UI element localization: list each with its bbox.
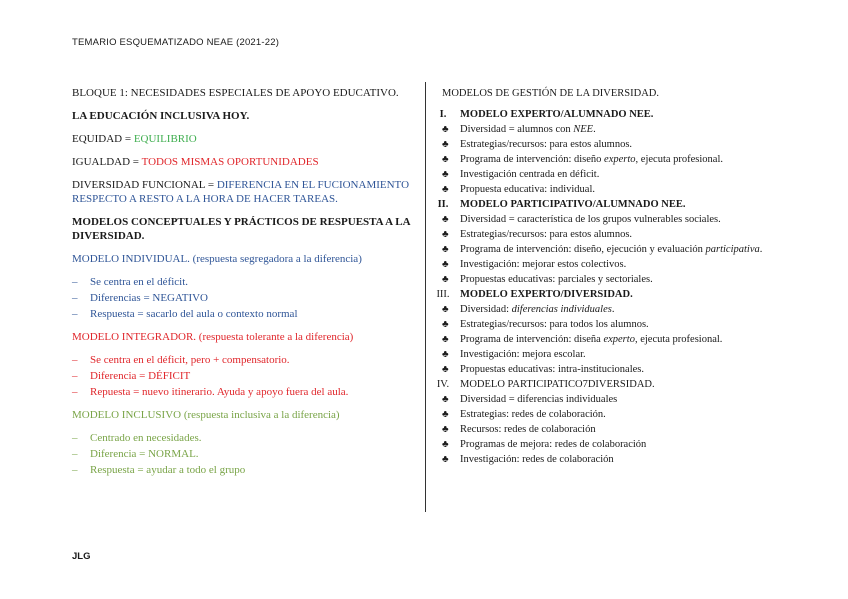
modelo-3-heading: III. MODELO EXPERTO/DIVERSIDAD. [436,289,633,300]
list-item: ♣ Estrategias: redes de colaboración. [442,407,832,422]
list-item: ♣ Propuestas educativas: intra-institucionales. [442,362,832,377]
equidad-line: EQUIDAD = EQUILIBRIO [72,133,197,145]
list-item: – Se centra en el déficit, pero + compensatorio. [72,353,412,367]
modelo-1-list [432,122,832,197]
modelos-gestion-title: MODELOS DE GESTIÓN DE LA DIVERSIDAD. [442,88,659,99]
modelo-integrador-list [72,353,412,399]
list-item: ♣ Programas de mejora: redes de colaboración [442,437,832,452]
heading-educacion-inclusiva: LA EDUCACIÓN INCLUSIVA HOY. [72,110,250,122]
modelo-2-heading: II. MODELO PARTICIPATIVO/ALUMNADO NEE. [437,199,686,210]
list-item: – Diferencia = NORMAL. [72,447,412,461]
list-item: – Se centra en el déficit. [72,275,412,289]
igualdad-line: IGUALDAD = TODOS MISMAS OPORTUNIDADES [72,156,319,168]
modelo-individual-list [72,275,412,321]
modelo-3-list [432,302,832,377]
modelo-2-list [432,212,832,287]
list-item: – Diferencia = DÉFICIT [72,369,412,383]
column-divider [425,82,426,512]
modelo-4-heading: IV. MODELO PARTICIPATICO7DIVERSIDAD. [436,379,655,390]
page-header: TEMARIO ESQUEMATIZADO NEAE (2021-22) [72,37,280,48]
list-item: ♣ Estrategias/recursos: para estos alumnos. [442,227,832,242]
list-item: ♣ Estrategias/recursos: para estos alumnos. [442,137,832,152]
page-footer: JLG [72,551,91,562]
modelo-integrador-title: MODELO INTEGRADOR. (respuesta tolerante a la diferencia) [72,331,354,343]
modelo-1-heading: I. MODELO EXPERTO/ALUMNADO NEE. [439,109,654,120]
list-item: ♣ Recursos: redes de colaboración [442,422,832,437]
modelo-4-list [432,392,832,467]
list-item: – Diferencias = NEGATIVO [72,291,412,305]
list-item: – Respuesta = ayudar a todo el grupo [72,463,412,477]
list-item: ♣ Investigación: mejorar estos colectivos. [442,257,832,272]
modelo-individual-title: MODELO INDIVIDUAL. (respuesta segregadora a la diferencia) [72,253,362,265]
list-item: – Respuesta = sacarlo del aula o contexto normal [72,307,412,321]
list-item: ♣ Programa de intervención: diseño experto, ejecuta profesional. [442,152,832,167]
list-item: ♣ Estrategias/recursos: para todos los alumnos. [442,317,832,332]
list-item: ♣ Programa de intervención: diseño, ejecución y evaluación participativa. [442,242,832,257]
list-item: ♣ Diversidad = diferencias individuales [442,392,832,407]
list-item: ♣ Investigación: redes de colaboración [442,452,832,467]
list-item: ♣ Propuestas educativas: parciales y sectoriales. [442,272,832,287]
diversidad-line: DIVERSIDAD FUNCIONAL = DIFERENCIA EN EL FUCIONAMIENTO RESPECTO A RESTO A LA HORA DE HACER TAREAS. [72,179,410,205]
list-item: – Repuesta = nuevo itinerario. Ayuda y apoyo fuera del aula. [72,385,412,399]
list-item: ♣ Diversidad = alumnos con NEE. [442,122,832,137]
list-item: ♣ Investigación: mejora escolar. [442,347,832,362]
modelo-inclusivo-title: MODELO INCLUSIVO (respuesta inclusiva a la diferencia) [72,409,340,421]
list-item: ♣ Diversidad = característica de los grupos vulnerables sociales. [442,212,832,227]
list-item: ♣ Investigación centrada en déficit. [442,167,832,182]
bloque-title: BLOQUE 1: NECESIDADES ESPECIALES DE APOYO EDUCATIVO. [72,87,399,99]
list-item: ♣ Propuesta educativa: individual. [442,182,832,197]
modelo-inclusivo-list [72,431,412,477]
list-item: – Centrado en necesidades. [72,431,412,445]
heading-modelos-conceptuales: MODELOS CONCEPTUALES Y PRÁCTICOS DE RESPUESTA A LA DIVERSIDAD. [72,216,410,242]
list-item: ♣ Programa de intervención: diseña experto, ejecuta profesional. [442,332,832,347]
right-column [432,86,832,467]
list-item: ♣ Diversidad: diferencias individuales. [442,302,832,317]
left-column [72,86,412,486]
